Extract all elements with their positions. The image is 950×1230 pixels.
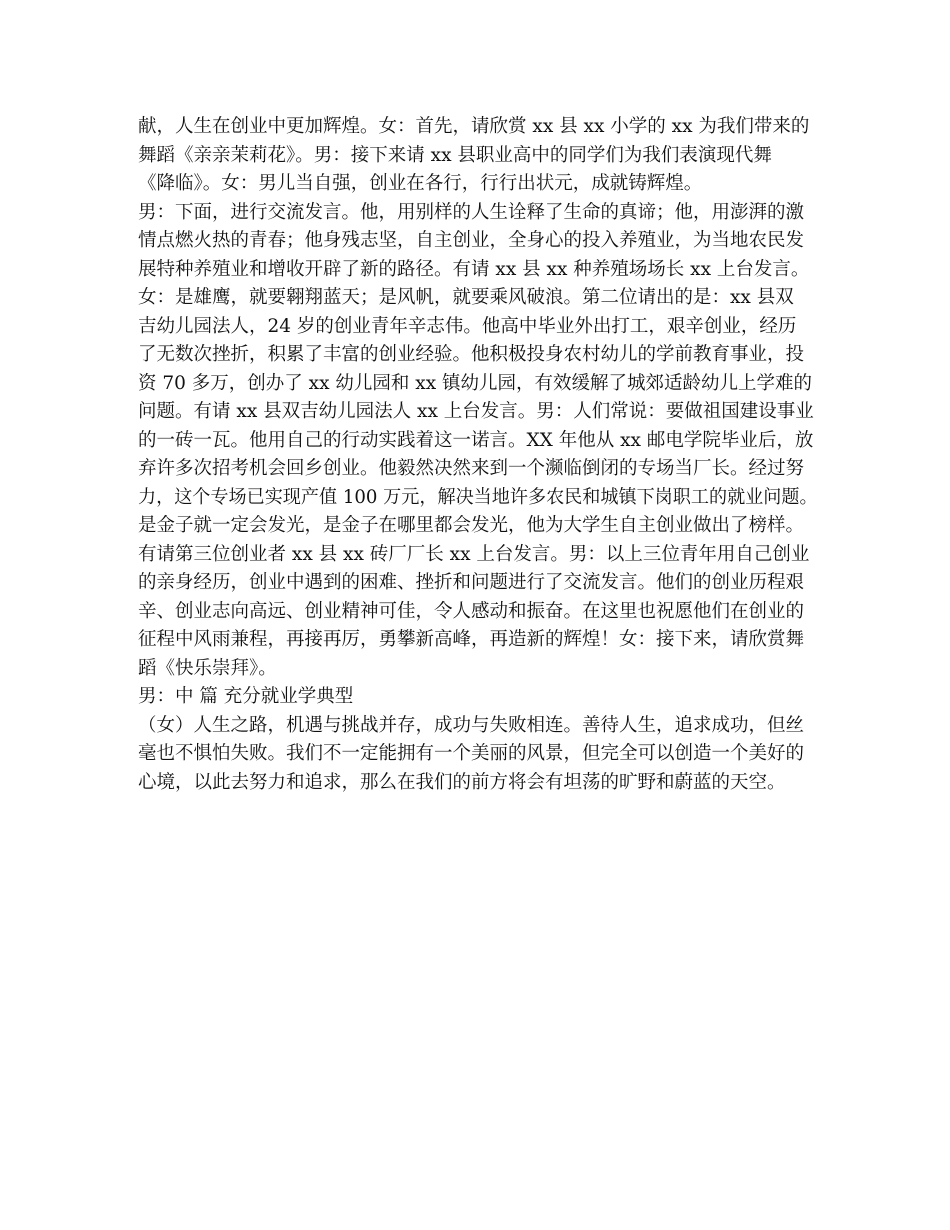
text-line: 舞蹈《亲亲茉莉花》。男：接下来请 xx 县职业高中的同学们为我们表演现代舞 [138,144,772,166]
text-line: 弃许多次招考机会回乡创业。他毅然决然来到一个濒临倒闭的专场当厂长。经过努 [138,458,805,479]
text-line: 有请第三位创业者 xx 县 xx 砖厂厂长 xx 上台发言。男：以上三位青年用自己创业 [138,543,810,565]
document-body [138,113,818,797]
text-line: 的一砖一瓦。他用自己的行动实践着这一诺言。XX 年他从 xx 邮电学院毕业后，放 [138,429,814,451]
text-line: 男：下面，进行交流发言。他，用别样的人生诠释了生命的真谛；他，用澎湃的激 [138,201,805,223]
text-line: 《降临》。女：男儿当自强，创业在各行，行行出状元，成就铸辉煌。 [138,173,703,194]
text-line: 是金子就一定会发光，是金子在哪里都会发光，他为大学生自主创业做出了榜样。 [138,515,805,536]
text-line: 情点燃火热的青春；他身残志坚，自主创业，全身心的投入养殖业，为当地农民发 [138,230,805,251]
text-line: 资 70 多万，创办了 xx 幼儿园和 xx 镇幼儿园，有效缓解了城郊适龄幼儿上学难的 [138,372,813,394]
text-line: 问题。有请 xx 县双吉幼儿园法人 xx 上台发言。男：人们常说：要做祖国建设事业 [138,401,814,422]
text-line: （女）人生之路，机遇与挑战并存，成功与失败相连。善待人生，追求成功，但丝 [138,714,805,736]
text-line: 的亲身经历，创业中遇到的困难、挫折和问题进行了交流发言。他们的创业历程艰 [138,572,805,593]
text-line: 展特种养殖业和增收开辟了新的路径。有请 xx 县 xx 种养殖场场长 xx 上台发言。 [138,258,810,280]
text-line: 辛、创业志向高远、创业精神可佳，令人感动和振奋。在这里也祝愿他们在创业的 [138,600,805,622]
text-line: 心境，以此去努力和追求，那么在我们的前方将会有坦荡的旷野和蔚蓝的天空。 [138,771,786,793]
text-line: 征程中风雨兼程，再接再厉，勇攀新高峰，再造新的辉煌！女：接下来，请欣赏舞 [138,629,805,650]
text-line: 吉幼儿园法人，24 岁的创业青年辛志伟。他高中毕业外出打工，艰辛创业，经历 [138,315,797,337]
text-line: 毫也不惧怕失败。我们不一定能拥有一个美丽的风景，但完全可以创造一个美好的 [138,743,805,764]
text-line: 蹈《快乐崇拜》。 [138,657,277,679]
text-line: 献，人生在创业中更加辉煌。女：首先，请欣赏 xx 县 xx 小学的 xx 为我们带来的 [138,116,810,137]
text-line: 了无数次挫折，积累了丰富的创业经验。他积极投身农村幼儿的学前教育事业，投 [138,344,805,365]
section-heading: 男：中 篇 充分就业学典型 [138,686,354,707]
text-line: 力，这个专场已实现产值 100 万元，解决当地许多农民和城镇下岗职工的就业问题。 [138,486,818,508]
text-line: 女：是雄鹰，就要翱翔蓝天；是风帆，就要乘风破浪。第二位请出的是：xx 县双 [138,287,794,308]
